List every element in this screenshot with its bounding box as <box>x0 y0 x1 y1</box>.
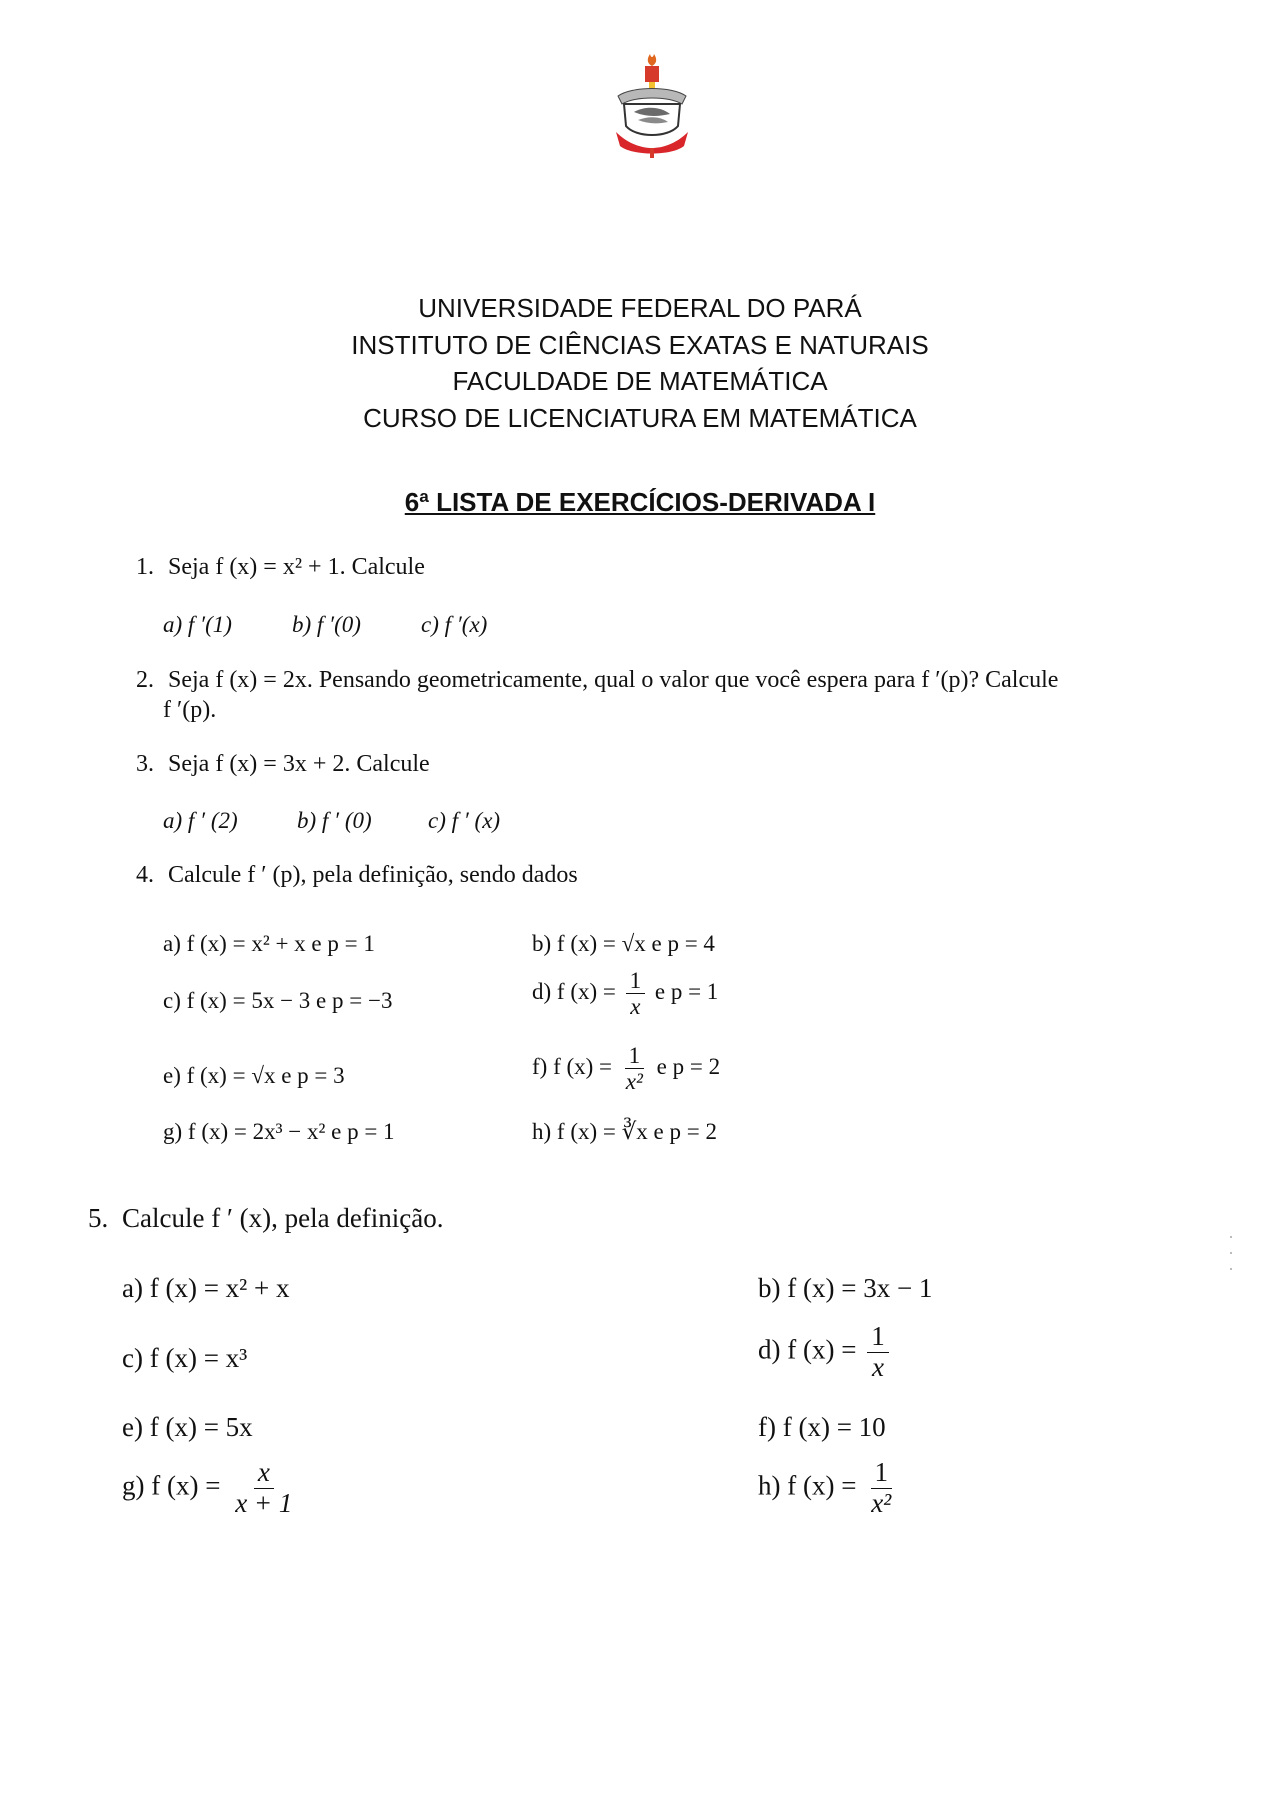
q5-item-d-denominator: x <box>871 1351 884 1382</box>
q5-item-a: a) f (x) = x² + x <box>122 1273 290 1303</box>
q4-stem: Calcule f ′ (p), pela definição, sendo dados <box>168 862 578 888</box>
q1-number: 1. <box>136 554 154 580</box>
q5-item-f: f) f (x) = 10 <box>758 1412 886 1442</box>
q5-item-b: b) f (x) = 3x − 1 <box>758 1273 933 1303</box>
q4-item-f-label: f) f (x) = <box>532 1054 613 1080</box>
q5-item-g-fraction <box>231 1458 296 1518</box>
q2-number: 2. <box>136 667 154 693</box>
q4-item-d-numerator: 1 <box>626 968 646 994</box>
scan-speck <box>1230 1252 1232 1254</box>
q5-item-d-label: d) f (x) = <box>758 1334 857 1365</box>
page-title: 6ª LISTA DE EXERCÍCIOS-DERIVADA I <box>404 487 876 517</box>
q3-number: 3. <box>136 751 154 777</box>
q4-item-d-denominator: x <box>630 994 641 1020</box>
q1-option-b: b) f ′(0) <box>292 612 361 637</box>
q3-option-b: b) f ′ (0) <box>297 808 372 833</box>
q5-item-h-fraction <box>867 1458 895 1518</box>
q3-option-a: a) f ′ (2) <box>163 808 238 833</box>
q5-item-d <box>758 1322 893 1382</box>
q4-item-e: e) f (x) = √x e p = 3 <box>163 1063 345 1088</box>
q4-item-f <box>532 1043 720 1095</box>
q1-stem: Seja f (x) = x² + 1. Calcule <box>168 554 425 580</box>
q4-item-f-condition: e p = 2 <box>656 1054 721 1080</box>
q5-item-h <box>758 1458 899 1518</box>
q5-item-e: e) f (x) = 5x <box>122 1412 253 1442</box>
q5-item-g-denominator: x + 1 <box>235 1487 293 1518</box>
university-seal-logo <box>612 52 692 160</box>
q4-item-f-fraction <box>622 1043 647 1095</box>
q4-item-c: c) f (x) = 5x − 3 e p = −3 <box>163 988 393 1013</box>
q4-item-g: g) f (x) = 2x³ − x² e p = 1 <box>163 1119 395 1144</box>
scan-speck <box>1230 1236 1232 1238</box>
q4-item-d-fraction <box>626 968 646 1020</box>
institution-header <box>0 290 1280 436</box>
q5-item-c: c) f (x) = x³ <box>122 1343 248 1373</box>
q4-item-b: b) f (x) = √x e p = 4 <box>532 931 715 956</box>
q5-item-g-label: g) f (x) = <box>122 1470 221 1501</box>
header-line-institute: INSTITUTO DE CIÊNCIAS EXATAS E NATURAIS <box>351 329 929 360</box>
header-line-faculty: FACULDADE DE MATEMÁTICA <box>452 366 828 396</box>
q4-item-d-label: d) f (x) = <box>532 979 616 1005</box>
q5-item-h-label: h) f (x) = <box>758 1470 857 1501</box>
q4-item-f-numerator: 1 <box>625 1043 645 1069</box>
q5-item-h-denominator: x² <box>871 1487 892 1518</box>
q4-item-h: h) f (x) = ∛x e p = 2 <box>532 1119 717 1144</box>
q2-line1: Seja f (x) = 2x. Pensando geometricamente, qual o valor que você espera para f ′(p)? Calcule <box>168 667 1059 693</box>
q5-item-d-numerator: 1 <box>867 1322 889 1353</box>
q5-item-g <box>122 1458 300 1518</box>
header-line-university: UNIVERSIDADE FEDERAL DO PARÁ <box>418 293 862 323</box>
q4-number: 4. <box>136 862 154 888</box>
q5-item-d-fraction <box>867 1322 889 1382</box>
q4-item-d-condition: e p = 1 <box>654 979 719 1005</box>
q5-number: 5. <box>88 1203 109 1233</box>
q5-stem: Calcule f ′ (x), pela definição. <box>122 1203 444 1233</box>
q5-item-h-numerator: 1 <box>871 1458 893 1489</box>
scan-speck <box>1230 1268 1232 1270</box>
header-line-course: CURSO DE LICENCIATURA EM MATEMÁTICA <box>363 402 917 433</box>
q2-line2: f ′(p). <box>163 697 217 723</box>
q3-option-c: c) f ′ (x) <box>428 808 501 833</box>
q4-item-a: a) f (x) = x² + x e p = 1 <box>163 931 375 956</box>
q3-stem: Seja f (x) = 3x + 2. Calcule <box>168 751 430 777</box>
q5-item-g-numerator: x <box>254 1458 274 1489</box>
q1-option-a: a) f ′(1) <box>163 612 232 637</box>
q4-item-f-denominator: x² <box>625 1069 643 1095</box>
q1-option-c: c) f ′(x) <box>421 612 488 637</box>
q4-item-d <box>532 968 718 1020</box>
